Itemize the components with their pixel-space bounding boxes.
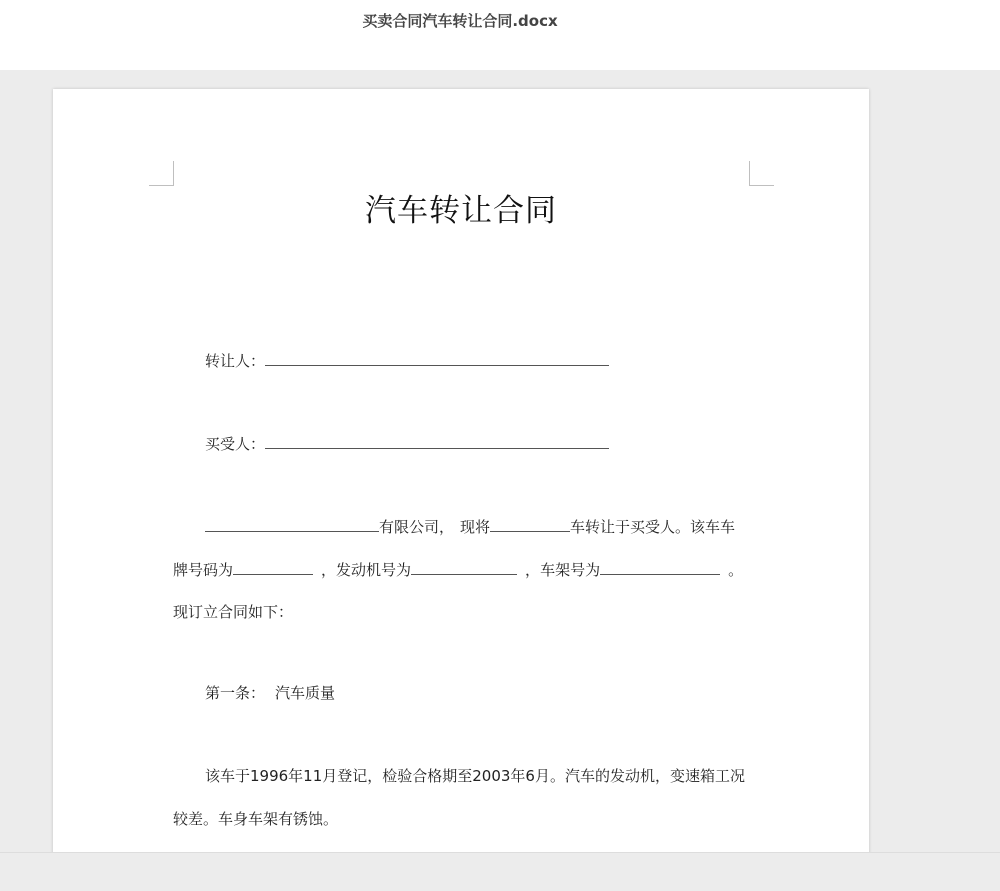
document-viewer[interactable]: [0, 70, 1000, 852]
company-suffix: 有限公司，: [379, 518, 455, 536]
document-page: [53, 89, 869, 852]
transferee-line: [173, 432, 609, 456]
company-blank: [205, 515, 379, 532]
margin-corner-mark: [749, 161, 774, 186]
engine-blank: [411, 558, 517, 575]
paragraph-line: [173, 764, 745, 788]
vehicle-condition-text: 较差。车身车架有锈蚀。: [173, 810, 339, 828]
paragraph-line: [173, 600, 293, 624]
document-title: 汽车转让合同: [365, 193, 557, 229]
margin-corner-mark: [149, 161, 174, 186]
now-will-text: 现将: [460, 518, 491, 536]
vehicle-condition-text: 该车于1996年11月登记，检验合格期至2003年6月。汽车的发动机，变速箱工况: [205, 767, 745, 785]
paragraph-line: [173, 515, 735, 539]
comma: ，: [525, 561, 541, 579]
transferor-label: 转让人：: [205, 352, 266, 370]
plate-blank: [233, 558, 313, 575]
file-title: 买卖合同汽车转让合同.docx: [362, 12, 558, 30]
car-transfer-text: 车转让于买受人。该车车: [570, 518, 736, 536]
closing-text: 现订立合同如下：: [173, 603, 294, 621]
paragraph-line: [173, 558, 743, 582]
frame-label: 车架号为: [540, 561, 601, 579]
transferee-blank: [265, 432, 609, 449]
title-bar: [0, 0, 1000, 70]
transferor-blank: [265, 349, 609, 366]
frame-blank: [600, 558, 720, 575]
engine-label: 发动机号为: [336, 561, 412, 579]
article-subject: 汽车质量: [275, 684, 336, 702]
plate-label: 牌号码为: [173, 561, 234, 579]
period: 。: [728, 561, 744, 579]
comma: ，: [321, 561, 337, 579]
car-model-blank: [490, 515, 570, 532]
transferee-label: 买受人：: [205, 435, 266, 453]
transferor-line: [173, 349, 609, 373]
bottom-strip: [0, 852, 1000, 891]
article-number: 第一条：: [205, 684, 266, 702]
article-heading: [173, 681, 335, 705]
paragraph-line: [173, 807, 338, 831]
